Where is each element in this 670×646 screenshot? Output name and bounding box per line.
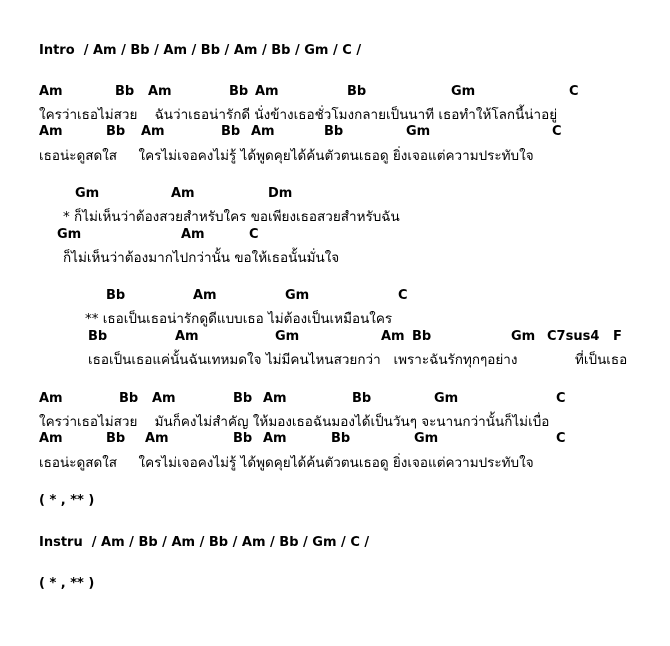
chord: Bb (221, 124, 241, 139)
chord: Am (39, 84, 63, 99)
chord: C (552, 124, 562, 139)
chord-line (0, 391, 566, 409)
intro-line: Intro / Am / Bb / Am / Bb / Am / Bb / Gm / C / (39, 43, 362, 58)
chord: C (556, 431, 566, 446)
repeat-marker: ( * , ** ) (39, 576, 95, 591)
chord: Am (145, 431, 169, 446)
chord: Bb (324, 124, 344, 139)
chord: Bb (229, 84, 249, 99)
repeat-marker: ( * , ** ) (39, 493, 95, 508)
chord: Am (381, 329, 405, 344)
lyric-line: ก็ไม่เห็นว่าต้องมากไปกว่านั้น ขอให้เธอนั้นมั่นใจ (63, 250, 340, 266)
chord: Am (181, 227, 205, 242)
lyric-line: ใครว่าเธอไม่สวย ฉันว่าเธอน่ารักดี นั่งข้างเธอชั่วโมงกลายเป็นนาที เธอทำให้โลกนี้น่าอยู่ (39, 107, 558, 123)
chord: Am (263, 391, 287, 406)
chord: Bb (115, 84, 135, 99)
chord: C (249, 227, 259, 242)
chord: F (613, 329, 622, 344)
chord: Am (152, 391, 176, 406)
chord: Am (255, 84, 279, 99)
chord: C (569, 84, 579, 99)
lyric-line: เธอน่ะดูสดใส ใครไม่เจอคงไม่รู้ ได้พูดคุยได้ค้นตัวตนเธอดู ยิ่งเจอแต่ความประทับใจ (39, 455, 534, 471)
chord: Am (39, 391, 63, 406)
chord: Am (39, 431, 63, 446)
lyric-line: ** เธอเป็นเธอน่ารักดูดีแบบเธอ ไม่ต้องเป็นเหมือนใคร (85, 311, 393, 327)
chord: Gm (511, 329, 536, 344)
chord: Am (263, 431, 287, 446)
chord: Bb (106, 431, 126, 446)
chord: Gm (75, 186, 100, 201)
chord: Am (148, 84, 172, 99)
chord: Gm (406, 124, 431, 139)
chord: Bb (233, 391, 253, 406)
chord-line (0, 84, 579, 102)
chord: Gm (57, 227, 82, 242)
chord: Am (39, 124, 63, 139)
chord: Am (171, 186, 195, 201)
lyric-line: * ก็ไม่เห็นว่าต้องสวยสำหรับใคร ขอเพียงเธอสวยสำหรับฉัน (63, 209, 400, 225)
chord-line (0, 186, 293, 204)
chord: C7sus4 (547, 329, 600, 344)
chord-line (0, 288, 408, 306)
chord: Gm (451, 84, 476, 99)
chord: Bb (119, 391, 139, 406)
chord: Bb (352, 391, 372, 406)
chord-line (0, 227, 259, 245)
chord-line (0, 124, 562, 142)
chord: C (398, 288, 408, 303)
chord: Gm (285, 288, 310, 303)
chord: Dm (268, 186, 293, 201)
chord-line (0, 329, 622, 347)
chord: Bb (88, 329, 108, 344)
chord: C (556, 391, 566, 406)
lyric-line: ใครว่าเธอไม่สวย มันก็คงไม่สำคัญ ให้มองเธอฉันมองได้เป็นวันๆ จะนานกว่านั้นก็ไม่เบื่อ (39, 414, 550, 430)
instru-line: Instru / Am / Bb / Am / Bb / Am / Bb / Gm / C / (39, 535, 370, 550)
lyric-line: เธอน่ะดูสดใส ใครไม่เจอคงไม่รู้ ได้พูดคุยได้ค้นตัวตนเธอดู ยิ่งเจอแต่ความประทับใจ (39, 148, 534, 164)
chord: Gm (434, 391, 459, 406)
chord: Gm (275, 329, 300, 344)
chord: Bb (412, 329, 432, 344)
chord: Bb (106, 288, 126, 303)
chord: Am (141, 124, 165, 139)
chord: Bb (331, 431, 351, 446)
chord: Bb (106, 124, 126, 139)
chord: Am (251, 124, 275, 139)
chord: Am (193, 288, 217, 303)
chord: Bb (347, 84, 367, 99)
chord-line (0, 431, 566, 449)
chord: Am (175, 329, 199, 344)
chord: Gm (414, 431, 439, 446)
lyric-line: เธอเป็นเธอแค่นั้นฉันเทหมดใจ ไม่มีคนไหนสวยกว่า เพราะฉันรักทุกๆอย่าง (88, 352, 518, 368)
lyric-line: ที่เป็นเธอ (575, 352, 628, 368)
chord: Bb (233, 431, 253, 446)
